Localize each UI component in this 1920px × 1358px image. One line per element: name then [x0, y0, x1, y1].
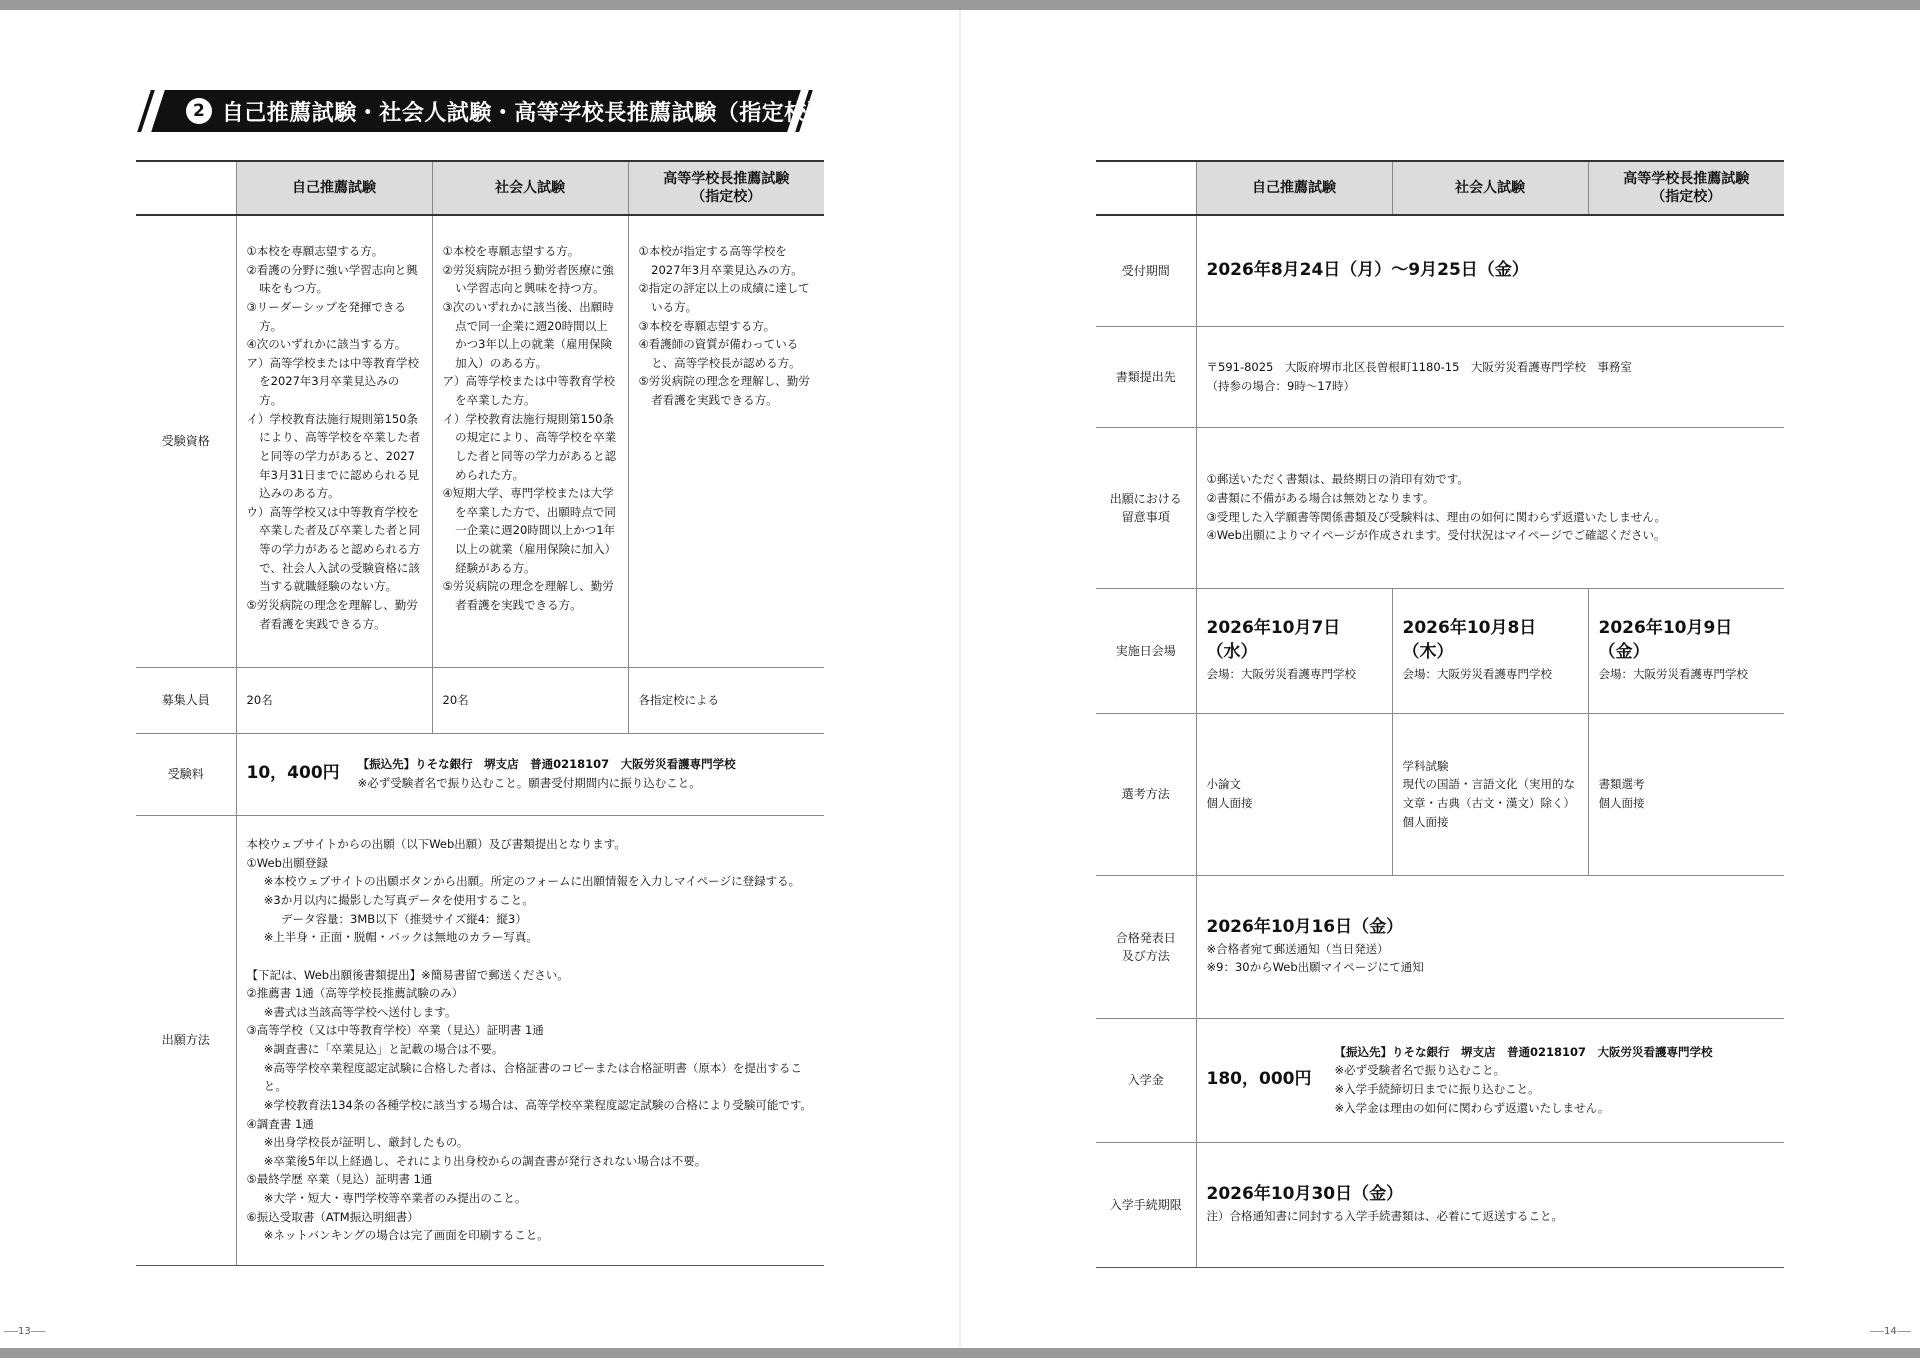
page-number-left: 13: [4, 1326, 45, 1337]
col-header-self-right: 自己推薦試験: [1196, 161, 1392, 215]
method-line: ①Web出願登録: [246, 855, 328, 870]
col-header-principal: 高等学校長推薦試験 （指定校）: [628, 161, 824, 215]
list-item: 個人面接: [1598, 796, 1645, 810]
list-item: イ）学校教育法施行規則第150条の規定により、高等学校を卒業した者と同等の学力があると認められた方。: [442, 411, 617, 482]
list-item: ③リーダーシップを発揮できる方。: [246, 299, 406, 333]
selection-principal: [1588, 713, 1784, 875]
list-item: ※入学金は理由の如何に関わらず返還いたしません。: [1334, 1100, 1610, 1115]
row-label-selection: 選考方法: [1096, 713, 1196, 875]
section-number-badge: 2: [186, 98, 212, 124]
col-header-principal-right: 高等学校長推薦試験 （指定校）: [1588, 161, 1784, 215]
list-item: ※9：30からWeb出願マイページにて通知: [1206, 960, 1424, 975]
list-item: ⑤労災病院の理念を理解し、勤労者看護を実践できる方。: [442, 579, 614, 612]
page-spine: [959, 10, 961, 1348]
fee-amount: 10，400円: [246, 763, 340, 784]
deadline-date: 2026年10月30日（金）: [1206, 1184, 1404, 1205]
enrollment-cell: [1196, 1018, 1784, 1142]
list-item: ④看護師の資質が備わっていると、高等学校長が認める方。: [638, 337, 801, 370]
list-item: ⑤労災病院の理念を理解し、勤労者看護を実践できる方。: [246, 597, 418, 631]
qualification-working: [432, 215, 628, 667]
row-label-fee: 受験料: [136, 733, 236, 815]
method-line: ⑤最終学歴 卒業（見込）証明書 1通: [246, 1172, 433, 1187]
method-line: ②推薦書 1通（高等学校長推薦試験のみ）: [246, 986, 464, 1001]
enrollment-bank-info: 【振込先】りそな銀行 堺支店 普通0218107 大阪労災看護専門学校: [1334, 1044, 1713, 1059]
exam-venue-principal: 会場：大阪労災看護専門学校: [1598, 666, 1748, 681]
list-item: ③受理した入学願書等関係書類及び受験料は、理由の如何に関わらず返還いたしません。: [1206, 509, 1666, 524]
fee-bank-info: 【振込先】りそな銀行 堺支店 普通0218107 大阪労災看護専門学校: [357, 757, 736, 772]
row-label-submission: 書類提出先: [1096, 326, 1196, 427]
method-cell: [236, 815, 824, 1265]
header-corner: [136, 161, 236, 215]
top-border: [0, 0, 1920, 10]
list-item: ③本校を専願志望する方。: [638, 318, 776, 333]
enrollment-amount: 180，000円: [1206, 1069, 1312, 1090]
list-item: ア）高等学校または中等教育学校を2027年3月卒業見込みの方。: [246, 355, 419, 407]
header-corner-right: [1096, 161, 1196, 215]
exam-date-principal: 2026年10月9日（金）: [1598, 618, 1733, 663]
qualification-self: [236, 215, 432, 667]
list-item: 現代の国語・言語文化（実用的な文章・古典（古文・漢文）除く）: [1402, 777, 1575, 810]
list-item: ②看護の分野に強い学習志向と興味をもつ方。: [246, 262, 418, 296]
section-banner: [138, 90, 830, 132]
section-title: 自己推薦試験・社会人試験・高等学校長推薦試験（指定校）: [221, 100, 830, 126]
row-label-exam-day: 実施日会場: [1096, 588, 1196, 713]
result-label-line1: 合格発表日: [1115, 930, 1176, 945]
method-line: データ容量：3MB以下（推奨サイズ縦4：縦3）: [281, 911, 527, 926]
method-line: ※上半身・正面・脱帽・バックは無地のカラー写真。: [263, 930, 538, 945]
list-item: ④短期大学、専門学校または大学を卒業した方で、出願時点で同一企業に週20時間以上かつ1年以上の就業（雇用保険に加入）経験がある方。: [442, 486, 617, 575]
list-item: ⑤労災病院の理念を理解し、勤労者看護を実践できる方。: [638, 374, 810, 407]
method-line: ③高等学校（又は中等教育学校）卒業（見込）証明書 1通: [246, 1023, 544, 1038]
exam-day-self: [1196, 588, 1392, 713]
fee-note: ※必ず受験者名で振り込むこと。願書受付期間内に振り込むこと。: [357, 776, 701, 790]
selection-self: [1196, 713, 1392, 875]
list-item: ①本校を専願志望する方。: [442, 244, 580, 258]
list-item: ②労災病院が担う勤労者医療に強い学習志向と興味を持つ方。: [442, 262, 614, 296]
list-item: ④Web出願によりマイページが作成されます。受付状況はマイページでご確認ください。: [1206, 528, 1666, 543]
list-item: 個人面接: [1206, 796, 1253, 810]
row-label-qualification: 受験資格: [136, 215, 236, 667]
list-item: ウ）高等学校又は中等教育学校を卒業した者及び卒業した者と同等の学力があると認められる方で、社会人入試の受験資格に該当する就職経験のない方。: [246, 504, 421, 594]
method-line: ※書式は当該高等学校へ送付します。: [263, 1004, 457, 1019]
deadline-note: 注）合格通知書に同封する入学手続書類は、必着にて返送すること。: [1206, 1209, 1563, 1224]
bottom-border: [0, 1348, 1920, 1358]
method-line: ※高等学校卒業程度認定試験に合格した者は、合格証書のコピーまたは合格証明書（原本）を提出すること。: [263, 1060, 802, 1094]
method-line: ※ネットバンキングの場合は完了画面を印刷すること。: [263, 1228, 549, 1243]
row-label-period: 受付期間: [1096, 215, 1196, 326]
exam-venue-self: 会場：大阪労災看護専門学校: [1206, 666, 1356, 681]
result-cell: [1196, 875, 1784, 1018]
list-item: ①本校を専願志望する方。: [246, 244, 384, 258]
col-header-working-right: 社会人試験: [1392, 161, 1588, 215]
list-item: 書類選考: [1598, 777, 1645, 792]
notes-cell: [1196, 427, 1784, 588]
method-line: 【下記は、Web出願後書類提出】※簡易書留で郵送ください。: [246, 967, 569, 982]
method-line: ※出身学校長が証明し、厳封したもの。: [263, 1135, 469, 1150]
selection-working: [1392, 713, 1588, 875]
list-item: ④次のいずれかに該当する方。: [246, 337, 407, 352]
exam-day-working: [1392, 588, 1588, 713]
row-label-notes: [1096, 427, 1196, 588]
list-item: ②指定の評定以上の成績に達している方。: [638, 281, 810, 314]
exam-date-self: 2026年10月7日（水）: [1206, 618, 1341, 663]
method-line: ⑥振込受取書（ATM振込明細書）: [246, 1209, 419, 1224]
qualification-principal: [628, 215, 824, 667]
row-label-method: 出願方法: [136, 815, 236, 1265]
right-schedule-table: [1096, 160, 1784, 1268]
left-requirements-table: [136, 160, 824, 1266]
col-header-self: 自己推薦試験: [236, 161, 432, 215]
notes-label-line1: 出願における: [1109, 491, 1182, 506]
list-item: ①本校が指定する高等学校を2027年3月卒業見込みの方。: [638, 244, 803, 277]
method-line: ※調査書に「卒業見込」と記載の場合は不要。: [263, 1042, 504, 1056]
notes-label-line2: 留意事項: [1121, 509, 1170, 524]
period-cell: [1196, 215, 1784, 326]
method-line: ※卒業後5年以上経過し、それにより出身校からの調査書が発行されない場合は不要。: [263, 1153, 707, 1168]
exam-venue-working: 会場：大阪労災看護専門学校: [1402, 666, 1552, 681]
page-number-right: 14: [1870, 1326, 1911, 1337]
fee-cell: [236, 733, 824, 815]
row-label-capacity: 募集人員: [136, 667, 236, 733]
deadline-cell: [1196, 1142, 1784, 1267]
row-label-deadline: 入学手続期限: [1096, 1142, 1196, 1267]
method-line: ※本校ウェブサイトの出願ボタンから出願。所定のフォームに出願情報を入力しマイページに登録する。: [263, 874, 801, 889]
method-line: ④調査書 1通: [246, 1116, 314, 1131]
method-line: [247, 947, 815, 966]
submission-cell: [1196, 326, 1784, 427]
list-item: 学科試験: [1402, 758, 1449, 773]
list-item: 個人面接: [1402, 814, 1449, 829]
list-item: ①郵送いただく書類は、最終期日の消印有効です。: [1206, 472, 1469, 487]
method-line: ※3か月以内に撮影した写真データを使用すること。: [263, 893, 534, 907]
capacity-working: 20名: [432, 667, 628, 733]
list-item: ②書類に不備がある場合は無効となります。: [1206, 490, 1435, 505]
exam-day-principal: [1588, 588, 1784, 713]
list-item: ※必ず受験者名で振り込むこと。: [1334, 1063, 1506, 1078]
capacity-principal: 各指定校による: [628, 667, 824, 733]
capacity-self: 20名: [236, 667, 432, 733]
list-item: 小論文: [1206, 777, 1241, 792]
method-line: 本校ウェブサイトからの出願（以下Web出願）及び書類提出となります。: [246, 837, 626, 852]
submission-note: （持参の場合：9時〜17時）: [1206, 378, 1355, 393]
result-label-line2: 及び方法: [1121, 948, 1170, 963]
period-value: 2026年8月24日（月）〜9月25日（金）: [1206, 259, 1529, 280]
list-item: ③次のいずれかに該当後、出願時点で同一企業に週20時間以上かつ3年以上の就業（雇用保険加入）のある方。: [442, 299, 614, 370]
method-line: ※大学・短大・専門学校等卒業者のみ提出のこと。: [263, 1191, 527, 1205]
list-item: ※入学手続締切日までに振り込むこと。: [1334, 1082, 1540, 1096]
method-line: ※学校教育法134条の各種学校に該当する場合は、高等学校卒業程度認定試験の合格により受験可能です。: [263, 1097, 812, 1112]
list-item: イ）学校教育法施行規則第150条により、高等学校を卒業した者と同等の学力があると、2027年3月31日までに認められる見込みのある方。: [246, 411, 421, 501]
list-item: ※合格者宛て郵送通知（当日発送）: [1206, 941, 1389, 956]
exam-date-working: 2026年10月8日（木）: [1402, 618, 1537, 663]
col-header-working: 社会人試験: [432, 161, 628, 215]
list-item: ア）高等学校または中等教育学校を卒業した方。: [442, 374, 615, 407]
submission-address: 〒591-8025 大阪府堺市北区長曽根町1180-15 大阪労災看護専門学校 事務室: [1206, 359, 1632, 374]
row-label-enrollment: 入学金: [1096, 1018, 1196, 1142]
result-date: 2026年10月16日（金）: [1206, 916, 1404, 937]
row-label-result: [1096, 875, 1196, 1018]
